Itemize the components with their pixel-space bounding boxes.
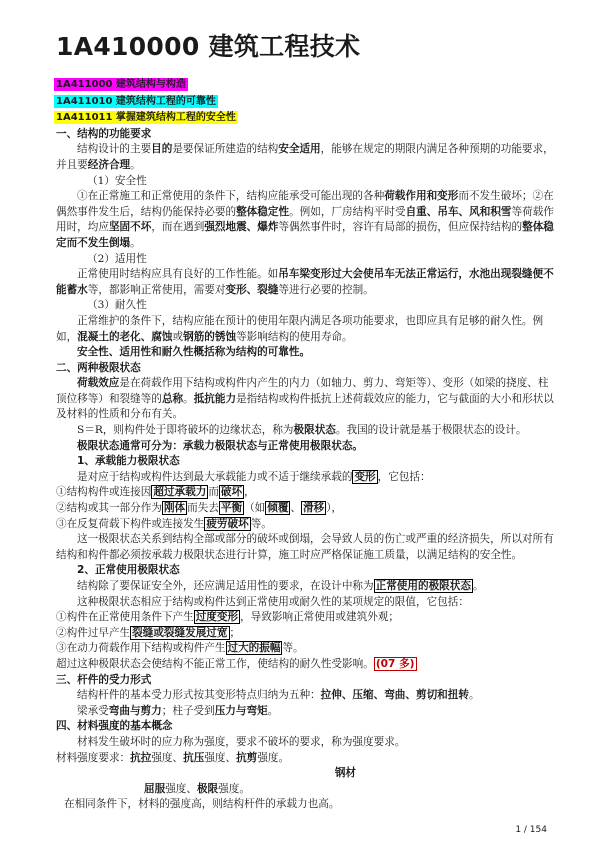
page-number: 1 / 154 — [515, 825, 547, 835]
list-item: ②构件过早产生 裂缝或裂缝发展过宽 ； — [56, 626, 241, 639]
paragraph-ultimate-note: 这一极限状态关系到结构全部或部分的破坏或倒塌，会导致人员的伤亡或严重的经济损失，所以对所有结构和构件都必须按承载力极限状态进行计算，施工时应严格保证施工质量，以满足结构的安全性。 — [56, 533, 554, 561]
paragraph-load-effect: 荷载效应是在荷载作用下结构或构件内产生的内力（如轴力、剪力、弯矩等）、变形（如梁的挠度、柱顶位移等）和裂缝等的总称。抵抗能力是指结构或构件抵抗上述荷载效应的能力，它与截面的大小和形状以及材料的性质和分布有关。 — [56, 377, 554, 421]
paragraph-serviceability-scope: 这种极限状态相应于结构或构件达到正常使用或耐久性的某项规定的限值，它包括： — [77, 595, 469, 608]
section-tag-magenta: 1A411000 建筑结构与构造 — [56, 79, 186, 90]
paragraph-durability: 正常维护的条件下，结构应能在预计的使用年限内满足各项功能要求，也即应具有足够的耐久性。例如，混凝土的老化、腐蚀或钢筋的锈蚀等影响结构的使用寿命。 — [56, 314, 544, 343]
list-item: ③在动力荷载作用下结构或构件产生 过大的振幅 等。 — [56, 642, 304, 655]
paragraph-safety: ①在正常施工和正常使用的条件下，结构应能承受可能出现的各种荷载作用和变形而不发生破坏；②在偶然事件发生后，结构仍能保持必要的整体稳定性。例如，厂房结构平时受自重、吊车、风和积雪等荷载作用时，均应坚固不坏，而在遇到强烈地震、爆炸等偶然事件时，容许有局部的损伤，但应保持结构的整体稳定而不发生倒塌。 — [56, 190, 554, 249]
document-title: 1A410000 建筑工程技术 — [56, 32, 361, 61]
section-tag-yellow: 1A411011 掌握建筑结构工程的安全性 — [56, 112, 236, 124]
section-tag-cyan: 1A411010 建筑结构工程的可靠性 — [56, 95, 216, 107]
list-item: ①构件在正常使用条件下产生 过度变形 ，导致影响正常使用或建筑外观； — [56, 611, 399, 624]
paragraph-strength-def: 材料发生破坏时的应力称为强度，要求不破坏的要求，称为强度要求。 — [77, 735, 406, 748]
paragraph-limit-categories: 极限状态通常可分为：承载力极限状态与正常使用极限状态。 — [77, 439, 364, 452]
paragraph-steel-strength: 屈服强度、极限强度。 — [144, 782, 250, 795]
subheading-safety: （1）安全性 — [87, 174, 147, 187]
paragraph-exceed-limit: 超过这种极限状态会使结构不能正常工作，使结构的耐久性受影响。 (07 多) — [56, 657, 415, 670]
heading-limit-states: 二、两种极限状态 — [56, 361, 141, 374]
paragraph-design-purpose: 结构设计的主要目的是要保证所建造的结构安全适用，能够在规定的期限内满足各种预期的功能要求，并且要经济合理。 — [56, 143, 554, 171]
subheading-serviceability-limit: 2、正常使用极限状态 — [77, 564, 180, 577]
paragraph-strength-conclusion: 在相同条件下，材料的强度高，则结构杆件的承载力也高。 — [64, 798, 340, 811]
list-item: ②结构或其一部分作为 刚体 而失去 平衡 （如 倾覆 、 滑移 ）， — [56, 502, 343, 515]
paragraph-ultimate-def: 是对应于结构或构件达到最大承载能力或不适于继续承载的 变形 ，它包括： — [77, 470, 431, 483]
paragraph-serviceability-def: 结构除了要保证安全外，还应满足适用性的要求，在设计中称为 正常使用的极限状态 。 — [77, 580, 484, 592]
subheading-durability: （3）耐久性 — [87, 299, 147, 312]
label-steel: 钢材 — [334, 767, 356, 780]
list-item: ③在反复荷载下构件或连接发生 疲劳破坏 等。 — [56, 517, 272, 530]
paragraph-applicability: 正常使用时结构应具有良好的工作性能。如吊车梁变形过大会使吊车无法正常运行，水池出现裂缝便不能蓄水等，都影响正常使用，需要对变形、裂缝等进行必要的控制。 — [56, 268, 554, 296]
subheading-applicability: （2）适用性 — [87, 252, 147, 265]
list-item: ①结构构件或连接因 超过承载力 而 破坏 ， — [56, 486, 255, 499]
heading-member-forces: 三、杆件的受力形式 — [56, 673, 152, 686]
paragraph-s-equals-r: S＝R，则构件处于即将破坏的边缘状态，称为极限状态。我国的设计就是基于极限状态的设计。 — [77, 424, 527, 437]
exam-year-badge: (07 多) — [375, 657, 415, 670]
subheading-ultimate-limit: 1、承载能力极限状态 — [77, 455, 180, 468]
heading-functional-requirements: 一、结构的功能要求 — [56, 127, 152, 140]
paragraph-strength-requirements: 材料强度要求：抗拉强度、抗压强度、抗剪强度。 — [56, 751, 290, 764]
paragraph-five-forms: 结构杆件的基本受力形式按其变形特点归纳为五种：拉伸、压缩、弯曲、剪切和扭转。 — [77, 689, 480, 702]
document-page — [56, 32, 556, 813]
paragraph-reliability: 安全性、适用性和耐久性概括称为结构的可靠性。 — [77, 346, 311, 359]
heading-material-strength: 四、材料强度的基本概念 — [56, 720, 173, 733]
paragraph-beam-column: 梁承受弯曲与剪力；柱子受到压力与弯矩。 — [77, 704, 279, 717]
